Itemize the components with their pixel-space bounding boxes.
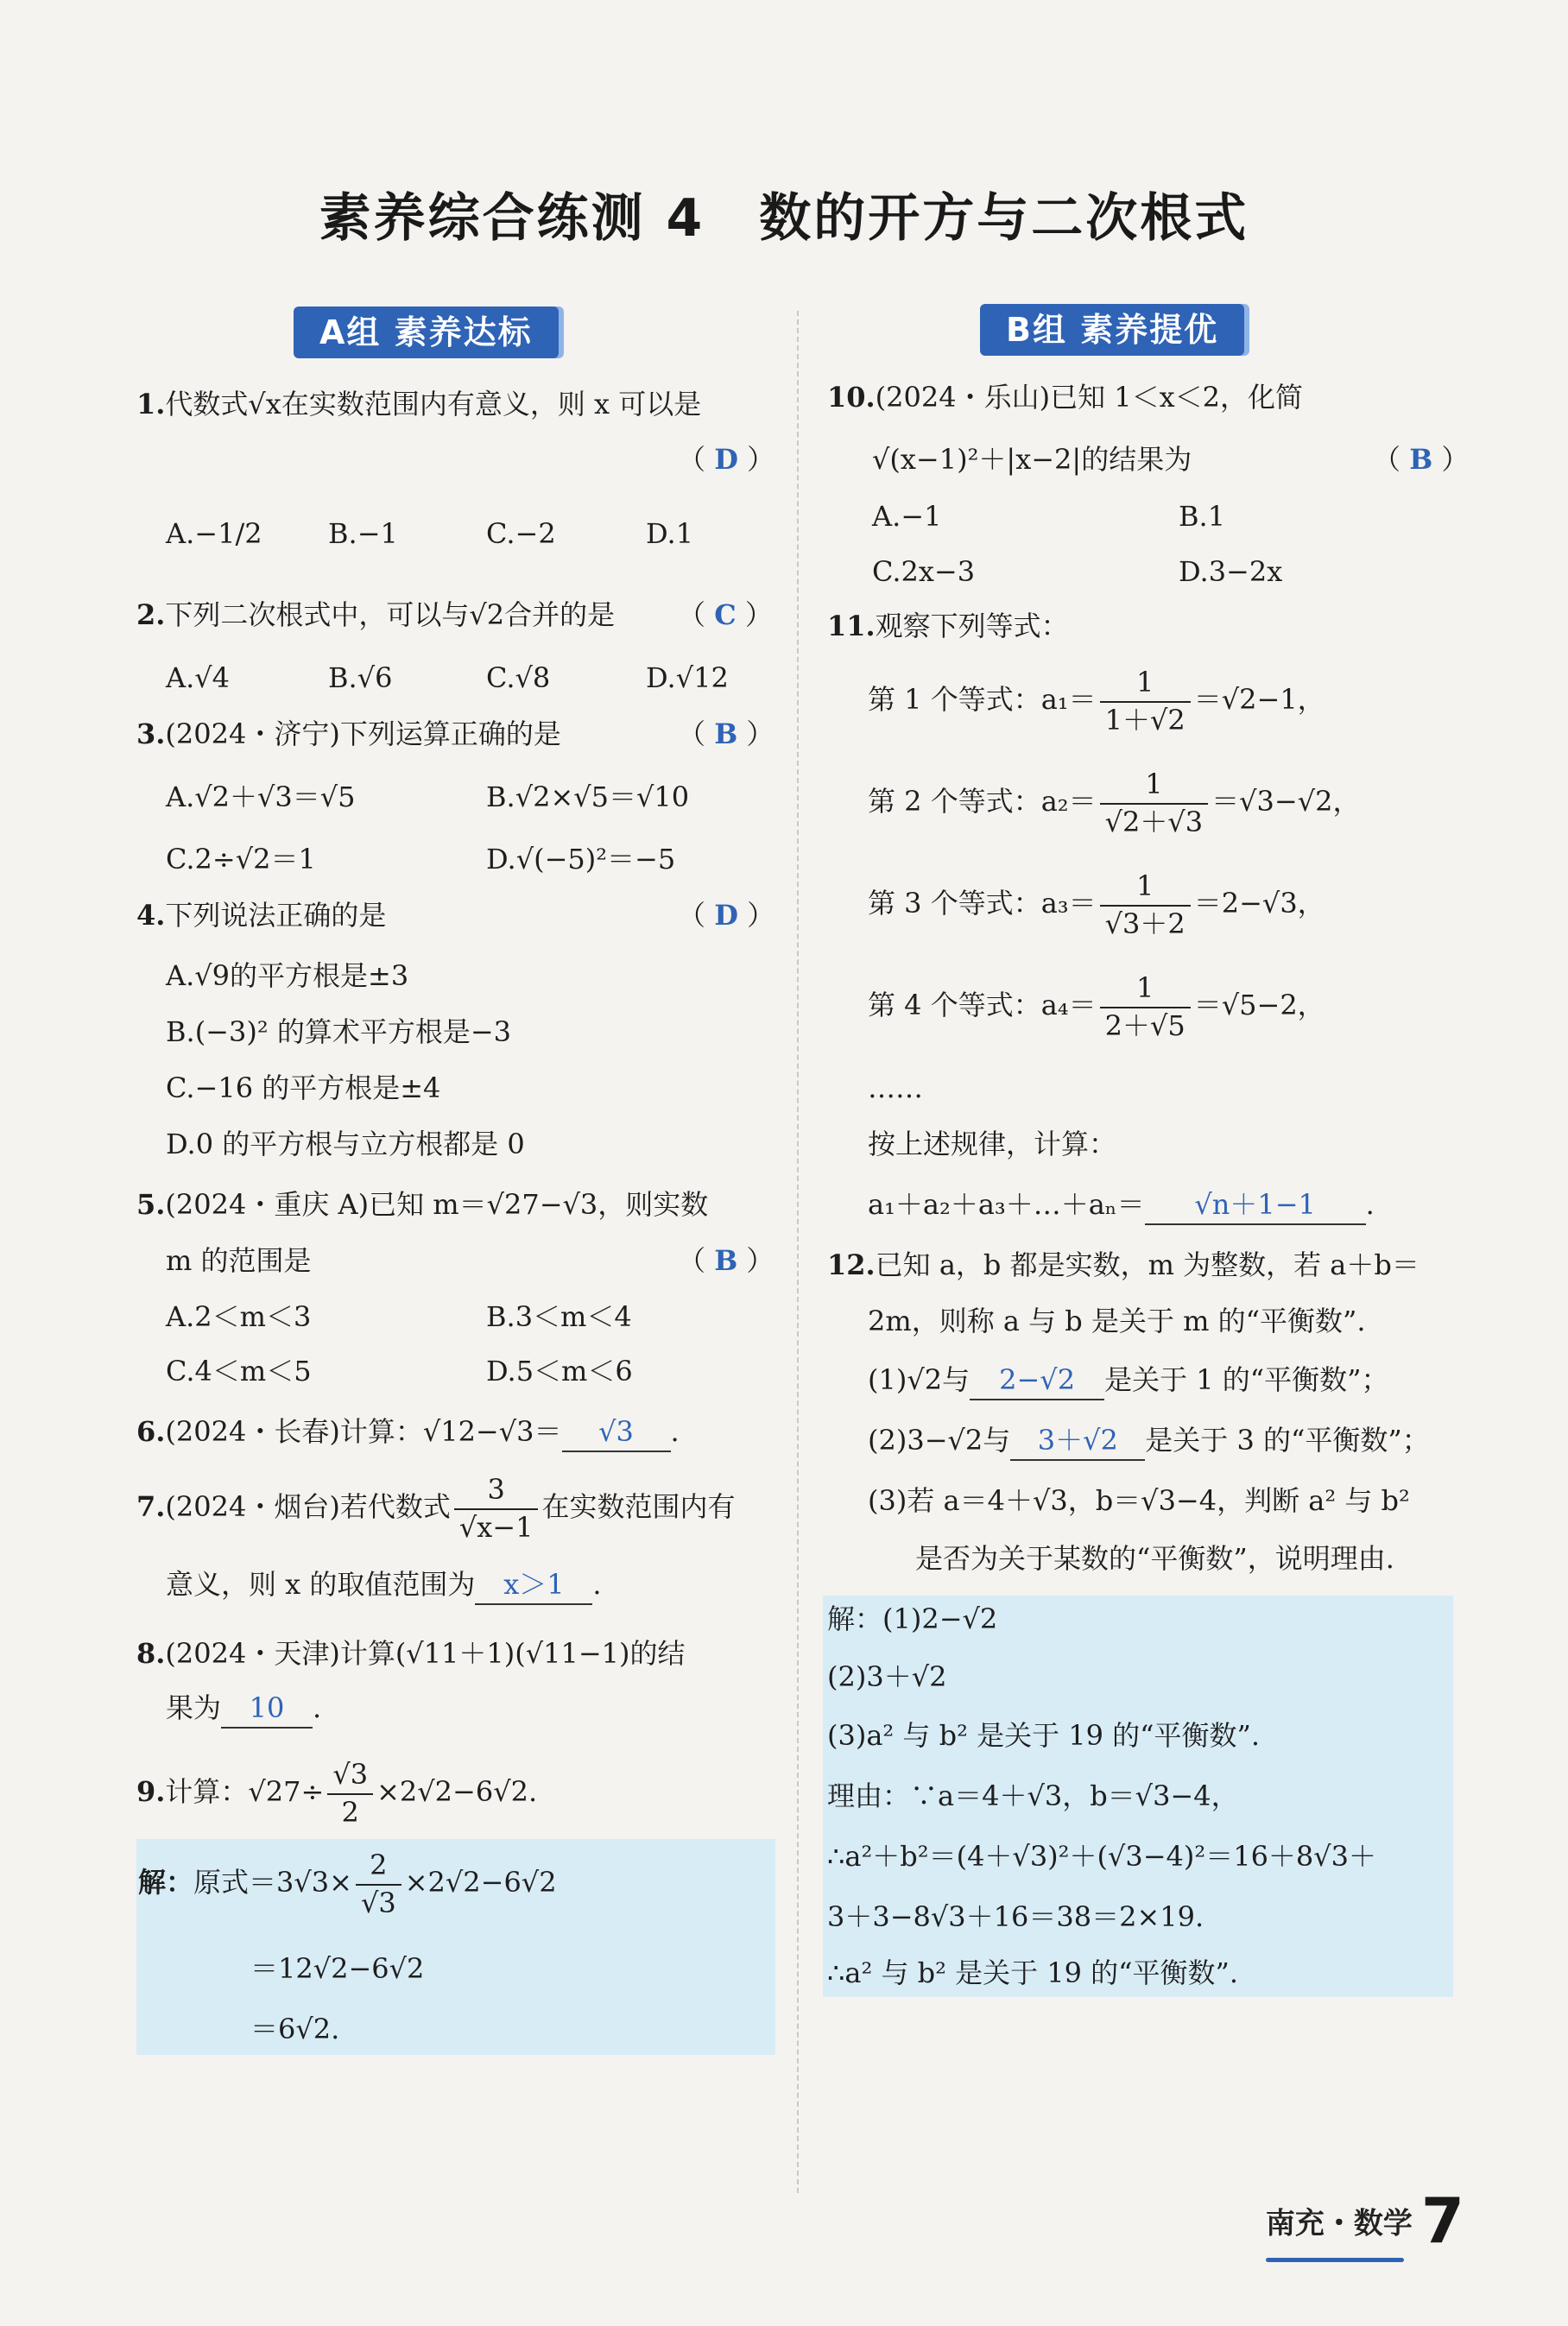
q11-eq4-pre: 第 4 个等式：a₄＝ [868,989,1097,1022]
q1-answer: D [714,443,738,476]
q12-part2-a: (2)3−√2与 [868,1424,1011,1457]
q10-stem-line2: √(x−1)²＋|x−2|的结果为 [872,443,1192,476]
q12-solution-line5: ∴a²＋b²＝(4＋√3)²＋(√3−4)²＝16＋8√3＋ [827,1840,1377,1873]
group-a-banner: A组 素养达标 [294,307,559,358]
q12-part2-answer: 3＋√2 [1010,1423,1145,1461]
footer-bar [1266,2258,1404,2262]
q12-part1-b: 是关于 1 的“平衡数”； [1104,1363,1389,1396]
page-footer [1266,2184,1464,2257]
q4-option-a: A.√9的平方根是±3 [166,959,409,992]
q12-part3-line1: (3)若 a＝4＋√3，b＝√3−4，判断 a² 与 b² [868,1484,1410,1517]
q11-eq3-num: 1 [1100,869,1191,907]
q2-option-b: B.√6 [328,661,393,694]
q11-answer: √n＋1−1 [1145,1187,1366,1225]
q9-tail: ×2√2−6√2. [376,1775,538,1809]
q12-stem-line1: 12.已知 a，b 都是实数，m 为整数，若 a＋b＝ [827,1248,1419,1281]
q5-stem-line2: m 的范围是 [166,1244,312,1277]
q6-answer: √3 [562,1414,671,1452]
q5-stem-line1: 5.(2024・重庆 A)已知 m＝√27−√3，则实数 [136,1188,709,1221]
q9-solution-1a: 原式＝3√3× [193,1866,352,1899]
q6-line: 6.(2024・长春)计算：√12−√3＝ √3 . [136,1414,680,1452]
q3-option-c: C.2÷√2＝1 [166,843,316,875]
q7-stem2: 在实数范围内有 [541,1490,736,1524]
q9-solution-1b: ×2√2−6√2 [404,1866,557,1899]
q7-stem3: 意义，则 x 的取值范围为 [166,1568,476,1601]
q9-fraction-den: 2 [341,1795,359,1829]
footer-text: 南充・数学 [1265,2206,1413,2241]
q1-option-c: C.−2 [486,517,556,550]
q11-eq3-den: √3＋2 [1104,907,1185,940]
q5-option-b: B.3＜m＜4 [486,1300,632,1333]
q9-fraction-num: √3 [327,1757,373,1795]
q11-sum-line: a₁＋a₂＋a₃＋…＋aₙ＝ √n＋1−1 . [868,1187,1375,1225]
q3-option-a: A.√2＋√3＝√5 [166,781,356,813]
q2-option-c: C.√8 [486,661,551,694]
q10-option-c: C.2x−3 [872,555,976,588]
q10-stem-line1: 10.(2024・乐山)已知 1＜x＜2，化简 [827,381,1304,414]
q7-line2: 意义，则 x 的取值范围为 x＞1 . [166,1567,602,1605]
q8-stem-line1: 8.(2024・天津)计算(√11＋1)(√11−1)的结 [136,1637,686,1670]
q10-option-d: D.3−2x [1179,555,1283,588]
q4-stem: 4.下列说法正确的是 [136,899,387,932]
q12-solution-line2: (2)3＋√2 [827,1660,947,1693]
q3-answer-paren: （ B ） [678,717,775,750]
q12-solution-line4: 理由：∵a＝4＋√3，b＝√3−4， [827,1779,1239,1812]
q5-option-d: D.5＜m＜6 [486,1355,633,1387]
q1-option-d: D.1 [646,517,694,550]
q3-option-d: D.√(−5)²＝−5 [486,843,676,875]
q2-answer: C [714,598,737,631]
q10-option-b: B.1 [1179,500,1226,533]
q11-eq4 [868,970,1325,1044]
q12-solution-line1: 解：(1)2−√2 [827,1602,998,1635]
q11-eq1-post: ＝√2−1， [1193,683,1325,717]
q1-option-a: A.−1/2 [166,517,262,550]
q12-part1-answer: 2−√2 [970,1362,1104,1400]
q2-stem: 2.下列二次根式中，可以与√2合并的是 [136,598,616,631]
q12-part1-a: (1)√2与 [868,1363,971,1396]
q11-eq2-pre: 第 2 个等式：a₂＝ [868,785,1097,819]
q3-option-b: B.√2×√5＝√10 [486,781,690,813]
q8-stem2: 果为 [166,1691,222,1724]
q7-stem1: 7.(2024・烟台)若代数式 [136,1490,451,1524]
q12-part1 [868,1362,1389,1400]
q7-answer: x＞1 [475,1567,592,1605]
q12-part2 [868,1423,1430,1461]
q4-option-c: C.−16 的平方根是±4 [166,1071,441,1104]
q5-option-c: C.4＜m＜5 [166,1355,312,1387]
q11-eq1-num: 1 [1100,665,1191,703]
q11-rule: 按上述规律，计算： [868,1128,1117,1160]
page-title: 素养综合练测 4 数的开方与二次根式 [319,188,1249,249]
q11-eq1-fraction [1100,665,1191,738]
q1-stem: 1.代数式√x在实数范围内有意义，则 x 可以是 [136,388,702,420]
q5-answer-paren: （ B ） [678,1244,775,1277]
q11-stem: 11.观察下列等式： [827,610,1069,642]
q12-stem-line2: 2m，则称 a 与 b 是关于 m 的“平衡数”. [868,1305,1366,1337]
q4-answer: D [714,899,738,932]
q3-stem: 3.(2024・济宁)下列运算正确的是 [136,717,561,750]
q3-answer: B [714,717,738,750]
q10-answer-paren: （ B ） [1373,443,1470,476]
q11-eq2-post: ＝√3−√2， [1211,785,1361,819]
q4-option-d: D.0 的平方根与立方根都是 0 [166,1128,525,1160]
q12-solution-line7: ∴a² 与 b² 是关于 19 的“平衡数”. [827,1956,1239,1989]
q11-eq2 [868,767,1360,840]
q11-eq3-pre: 第 3 个等式：a₃＝ [868,887,1097,920]
q5-answer: B [714,1244,738,1277]
q8-answer: 10 [221,1691,313,1729]
q11-eq4-fraction [1100,970,1191,1044]
q12-part2-b: 是关于 3 的“平衡数”； [1145,1424,1430,1457]
q1-option-b: B.−1 [328,517,398,550]
q8-line2: 果为 10 . [166,1691,321,1729]
q10-option-a: A.−1 [872,500,942,533]
q5-option-a: A.2＜m＜3 [166,1300,312,1333]
q11-eq4-num: 1 [1100,970,1191,1008]
q7-fraction-den: √x−1 [458,1510,534,1544]
page-number: 7 [1420,2184,1464,2257]
q11-dots: …… [868,1071,923,1104]
q4-option-b: B.(−3)² 的算术平方根是−3 [166,1015,512,1048]
q11-eq3 [868,869,1325,942]
q9-stem: 9.计算：√27÷ [136,1775,325,1809]
q12-part3-line2: 是否为关于某数的“平衡数”，说明理由. [915,1542,1394,1575]
group-b-banner: B组 素养提优 [980,304,1244,356]
q11-eq3-post: ＝2−√3， [1193,887,1325,920]
q11-sum: a₁＋a₂＋a₃＋…＋aₙ＝ [868,1188,1145,1221]
q11-eq2-num: 1 [1100,767,1209,805]
q11-eq1-pre: 第 1 个等式：a₁＝ [868,683,1097,717]
q1-answer-paren: （ D ） [678,443,775,476]
q9-solution-fraction-num: 2 [356,1848,401,1886]
q9-solution-label: 解： [138,1866,194,1899]
q11-eq2-fraction [1100,767,1209,840]
q11-eq4-post: ＝√5−2， [1193,989,1325,1022]
q9-solution-fraction-den: √3 [360,1886,396,1919]
q11-eq3-fraction [1100,869,1191,942]
q11-eq2-den: √2＋√3 [1104,805,1204,838]
q12-solution-line6: 3＋3−8√3＋16＝38＝2×19. [827,1900,1204,1933]
q11-eq1 [868,665,1325,738]
q4-answer-paren: （ D ） [678,899,775,932]
q7-fraction-num: 3 [454,1472,539,1510]
q11-eq4-den: 2＋√5 [1104,1008,1185,1042]
q9-solution-line2: ＝12√2−6√2 [250,1952,425,1985]
q2-answer-paren: （ C ） [678,598,773,631]
q9-solution-line3: ＝6√2. [250,2013,340,2045]
q2-option-a: A.√4 [166,661,231,694]
q11-eq1-den: 1＋√2 [1104,703,1185,736]
q6-stem: 6.(2024・长春)计算：√12−√3＝ [136,1415,562,1448]
q10-answer: B [1409,443,1433,476]
q2-option-d: D.√12 [646,661,729,694]
q12-solution-line3: (3)a² 与 b² 是关于 19 的“平衡数”. [827,1719,1261,1752]
